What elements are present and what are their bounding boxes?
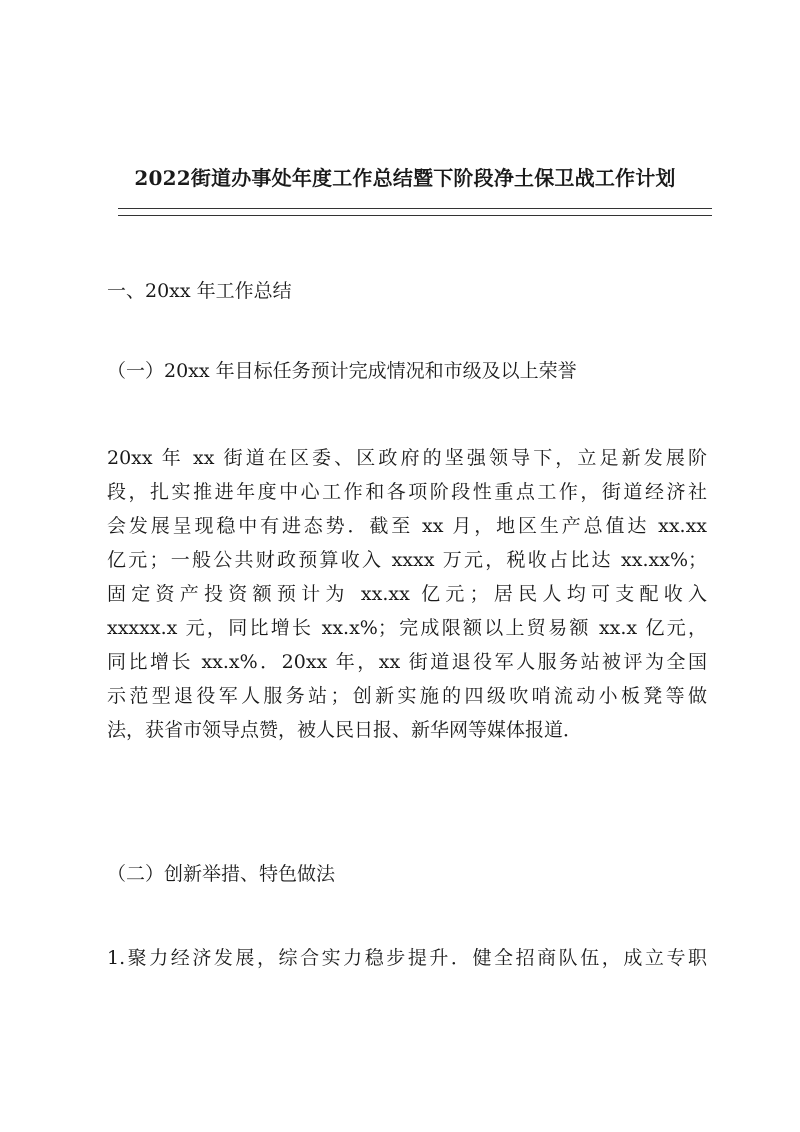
paragraph-innovations [107,941,707,975]
paragraph-line: 1.聚力经济发展，综合实力稳步提升．健全招商队伍，成立专职 [107,947,707,969]
paragraph-line: 20xx 年 xx 街道在区委、区政府的坚强领导下，立足新发展阶 [107,447,707,469]
document-title: 2022街道办事处年度工作总结暨下阶段净土保卫战工作计划 [134,166,676,190]
paragraph-line: 法，获省市领导点赞，被人民日报、新华网等媒体报道． [107,719,583,741]
section-heading-work-summary: 一、20xx 年工作总结 [107,280,292,302]
subsection-heading-targets: （一）20xx 年目标任务预计完成情况和市级及以上荣誉 [107,360,577,382]
paragraph-line: 亿元；一般公共财政预算收入 xxxx 万元，税收占比达 xx.xx%； [107,549,707,571]
title-double-rule [118,208,712,216]
paragraph-line: 示范型退役军人服务站；创新实施的四级吹哨流动小板凳等做 [107,685,707,707]
paragraph-line: xxxxx.x 元，同比增长 xx.x%；完成限额以上贸易额 xx.x 亿元， [107,617,707,639]
paragraph-line: 固定资产投资额预计为 xx.xx 亿元；居民人均可支配收入 [107,583,707,605]
subsection-heading-innovations: （二）创新举措、特色做法 [107,863,336,885]
paragraph-line: 同比增长 xx.x%．20xx 年，xx 街道退役军人服务站被评为全国 [107,651,707,673]
paragraph-line: 段，扎实推进年度中心工作和各项阶段性重点工作，街道经济社 [107,481,707,503]
paragraph-line: 会发展呈现稳中有进态势．截至 xx 月，地区生产总值达 xx.xx [107,515,707,537]
paragraph-targets [107,441,707,747]
